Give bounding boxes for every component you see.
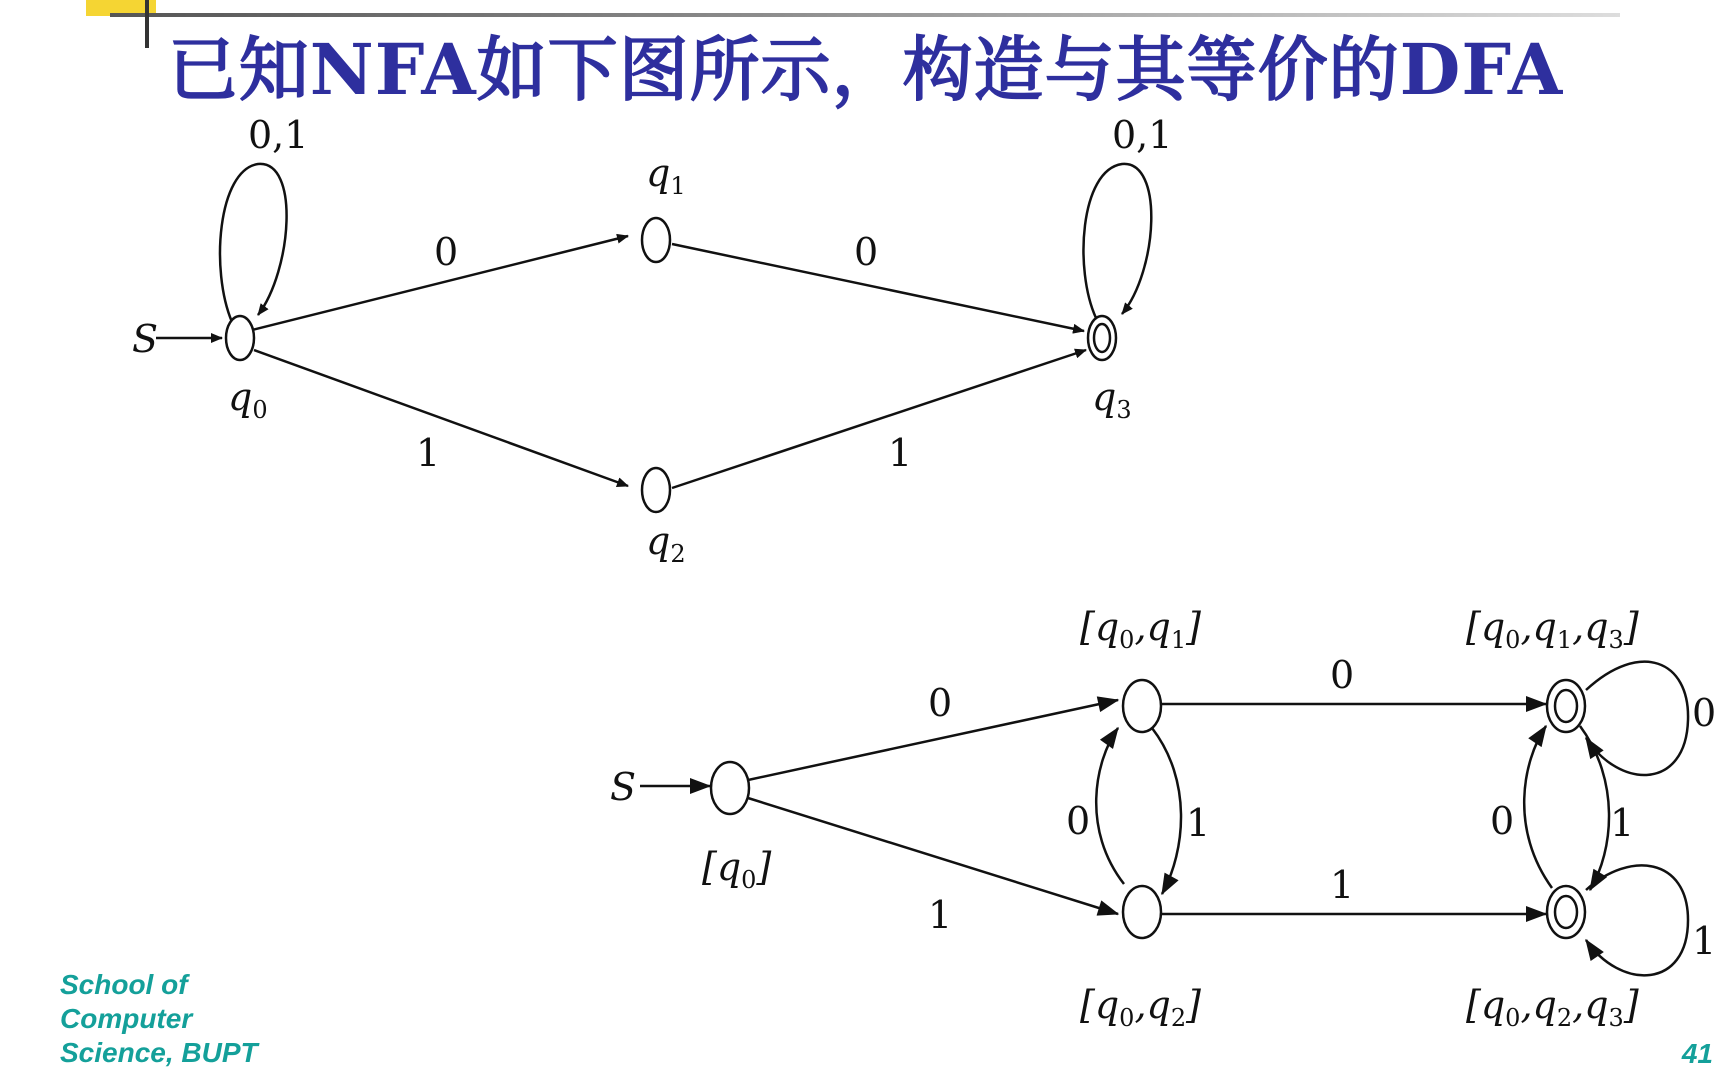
dfa-node-q0 (711, 762, 749, 814)
dfa-node-q0q2 (1123, 886, 1161, 938)
dfa-node-q0q2q3-accept-ring (1555, 896, 1577, 928)
footer-school (60, 968, 360, 1070)
dfa-edge-q01-q02 (1152, 728, 1181, 894)
nfa-label-q1-q3: 0 (854, 230, 879, 274)
footer-line-1: School of (60, 969, 188, 1000)
nfa-edge-q2-q3 (672, 350, 1086, 488)
dfa-label-q013-q013: 0 (1692, 691, 1717, 735)
dfa-start-label: S (610, 765, 637, 809)
dfa-label-q013-q023: 1 (1610, 801, 1635, 845)
dfa-label-q023-q013: 0 (1490, 799, 1515, 843)
dfa-edge-q013-q013 (1586, 662, 1688, 775)
nfa-state-label-q2: $q_2$ (646, 519, 686, 568)
dfa-state-label-q0q1: $[q_0,q_1]$ (1080, 605, 1201, 654)
dfa-label-q02-q01: 0 (1066, 799, 1091, 843)
dfa-edge-q02-q01 (1096, 728, 1124, 884)
slide-title: 已知NFA如下图所示，构造与其等价的DFA (167, 28, 1564, 111)
dfa-edge-q023-q013 (1524, 726, 1552, 888)
dfa-node-q0q1 (1123, 680, 1161, 732)
footer-line-3: Science, BUPT (60, 1037, 258, 1068)
nfa-edge-q0-q2 (254, 350, 628, 486)
nfa-state-label-q0: $q_0$ (228, 375, 268, 424)
nfa-node-q3-accept-ring (1094, 324, 1110, 352)
nfa-label-q0-q0: 0,1 (248, 113, 309, 157)
footer-line-2: Computer (60, 1003, 193, 1034)
nfa-start-label: S (132, 317, 159, 361)
dfa-label-q0-q01: 0 (928, 681, 953, 725)
nfa-diagram (132, 113, 1172, 568)
dfa-edge-q023-q023 (1586, 865, 1688, 975)
nfa-label-q0-q2: 1 (416, 431, 441, 475)
dfa-label-q0-q02: 1 (928, 893, 953, 937)
dfa-diagram (610, 605, 1716, 1032)
dfa-edge-q013-q023 (1580, 726, 1609, 890)
dfa-label-q02-q023: 1 (1330, 863, 1355, 907)
dfa-label-q01-q02: 1 (1186, 801, 1211, 845)
dfa-label-q01-q013: 0 (1330, 653, 1355, 697)
nfa-state-label-q3: $q_3$ (1092, 375, 1132, 424)
dfa-state-label-q0: $[q_0]$ (702, 845, 772, 894)
nfa-label-q2-q3: 1 (888, 431, 913, 475)
dfa-state-label-q0q1q3: $[q_0,q_1,q_3]$ (1466, 605, 1639, 654)
nfa-edge-q3-q3 (1083, 164, 1151, 318)
dfa-state-label-q0q2q3: $[q_0,q_2,q_3]$ (1466, 983, 1639, 1032)
nfa-node-q0 (226, 316, 254, 360)
dfa-label-q023-q023: 1 (1692, 919, 1717, 963)
nfa-label-q0-q1: 0 (434, 230, 459, 274)
nfa-state-label-q1: $q_1$ (646, 151, 686, 200)
nfa-node-q2 (642, 468, 670, 512)
nfa-edge-q0-q0 (220, 164, 287, 322)
page-number: 41 (1681, 1038, 1713, 1069)
dfa-state-label-q0q2: $[q_0,q_2]$ (1080, 983, 1201, 1032)
nfa-label-q3-q3: 0,1 (1112, 113, 1173, 157)
dfa-node-q0q1q3-accept-ring (1555, 690, 1577, 722)
nfa-node-q1 (642, 218, 670, 262)
